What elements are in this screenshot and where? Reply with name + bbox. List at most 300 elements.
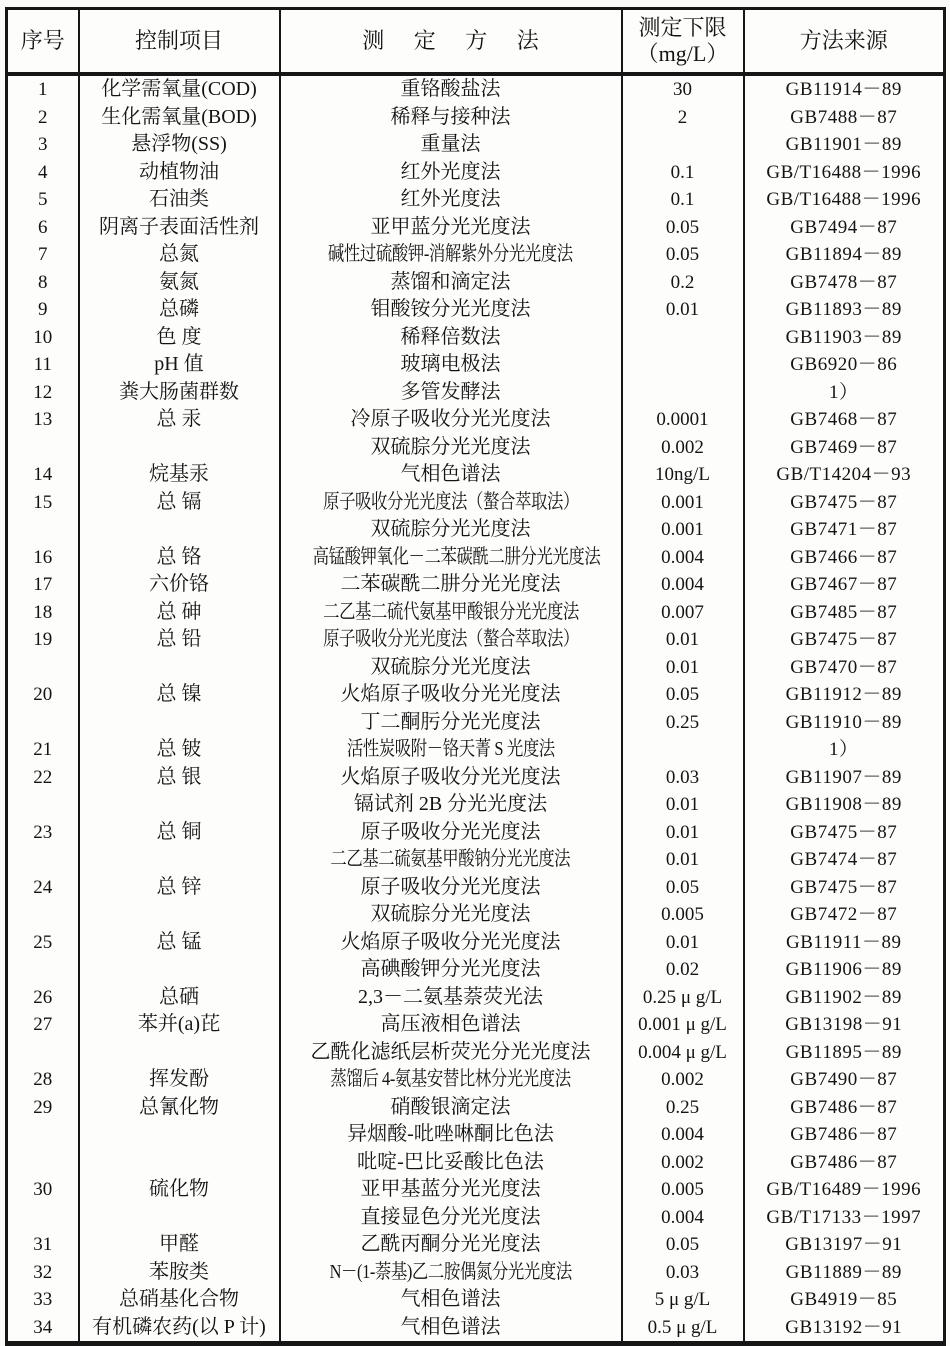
- cell-serial-number: 19: [33, 629, 53, 650]
- cell-measurement-method: [280, 406, 622, 434]
- measurement-method-text: 二苯碳酰二肼分光光度法: [340, 573, 561, 595]
- cell-control-item: [79, 709, 280, 737]
- table-row: [7, 1011, 945, 1039]
- cell-method-source: GB7475－87: [744, 874, 945, 902]
- cell-method-source: GB7494－87: [744, 214, 945, 242]
- measurement-method-text: 玻璃电极法: [400, 353, 501, 375]
- cell-detection-limit: 0.01: [622, 819, 744, 847]
- measurement-method-text: 2,3－二氨基萘荧光法: [358, 985, 543, 1008]
- cell-control-item: 色 度: [79, 324, 280, 352]
- cell-measurement-method: [280, 434, 622, 462]
- cell-control-item: 总 锰: [79, 929, 280, 957]
- measurement-method-text: N－(1-萘基)乙二胺偶氮分光光度法: [329, 1260, 572, 1283]
- cell-method-source: 1）: [744, 736, 945, 764]
- header-limit: [622, 9, 744, 75]
- table-row: [7, 736, 945, 764]
- cell-method-source: GB7486－87: [744, 1121, 945, 1149]
- table-row: [7, 544, 945, 572]
- measurement-method-text: 异烟酸-吡唑啉酮比色法: [347, 1123, 554, 1145]
- cell-measurement-method: [280, 1204, 622, 1232]
- cell-measurement-method: [280, 461, 622, 489]
- cell-serial-number: 22: [33, 766, 53, 788]
- cell-detection-limit: 0.004: [622, 571, 744, 599]
- table-row: [7, 324, 945, 352]
- measurement-method-text: 稀释倍数法: [400, 325, 501, 348]
- table-row: [7, 1094, 945, 1122]
- cell-serial-number: 21: [33, 739, 53, 760]
- table-row: [7, 599, 945, 627]
- table-row: [7, 104, 945, 132]
- measurement-method-text: 双硫腙分光光度法: [370, 518, 531, 540]
- cell-method-source: GB11893－89: [744, 296, 945, 324]
- cell-serial-number: 20: [33, 684, 53, 705]
- table-header: [7, 9, 945, 75]
- cell-measurement-method: [280, 1176, 622, 1204]
- table-row: [7, 1039, 945, 1067]
- cell-control-item: 氨氮: [79, 269, 280, 297]
- table-row: [7, 1259, 945, 1287]
- cell-control-item: 动植物油: [79, 159, 280, 187]
- measurement-method-text: 亚甲蓝分光光度法: [370, 215, 531, 238]
- table-row: [7, 846, 945, 874]
- table-row: [7, 681, 945, 709]
- cell-measurement-method: [280, 929, 622, 957]
- cell-detection-limit: 0.02: [622, 956, 744, 984]
- table-row: [7, 626, 945, 654]
- cell-measurement-method: [280, 186, 622, 214]
- table-row: [7, 791, 945, 819]
- measurement-method-text: 重量法: [420, 133, 481, 155]
- cell-serial-number: 9: [38, 299, 48, 320]
- cell-control-item: [79, 434, 280, 462]
- cell-control-item: [79, 846, 280, 874]
- cell-measurement-method: [280, 516, 622, 544]
- cell-method-source: GB/T17133－1997: [744, 1204, 945, 1232]
- cell-serial-number: 4: [38, 161, 48, 183]
- table-row: [7, 1314, 945, 1344]
- cell-method-source: GB13192－91: [744, 1314, 945, 1344]
- cell-serial-number: 14: [33, 464, 53, 485]
- cell-method-source: GB11889－89: [744, 1259, 945, 1287]
- cell-detection-limit: 0.01: [622, 296, 744, 324]
- measurement-method-text: 蒸馏后 4-氨基安替比林分光光度法: [330, 1068, 571, 1090]
- cell-measurement-method: [280, 736, 622, 764]
- cell-measurement-method: [280, 214, 622, 242]
- cell-method-source: GB7486－87: [744, 1149, 945, 1177]
- cell-detection-limit: 0.001: [622, 516, 744, 544]
- cell-control-item: 总氮: [79, 241, 280, 269]
- cell-measurement-method: [280, 379, 622, 407]
- table-row: [7, 654, 945, 682]
- cell-control-item: 总氰化物: [79, 1094, 280, 1122]
- cell-serial-number: 18: [33, 601, 53, 623]
- measurement-method-text: 火焰原子吸收分光光度法: [340, 683, 561, 705]
- cell-serial-number: 11: [33, 354, 52, 375]
- cell-control-item: [79, 1039, 280, 1067]
- table-row: [7, 434, 945, 462]
- cell-method-source: GB4919－85: [744, 1286, 945, 1314]
- cell-serial-number: 31: [33, 1234, 53, 1255]
- cell-method-source: GB11906－89: [744, 956, 945, 984]
- cell-serial-number: 24: [33, 876, 53, 898]
- table-row: [7, 406, 945, 434]
- table-row: [7, 571, 945, 599]
- measurement-method-text: 稀释与接种法: [390, 105, 511, 128]
- cell-serial-number: [7, 956, 79, 984]
- cell-measurement-method: [280, 984, 622, 1012]
- table-row: [7, 956, 945, 984]
- cell-measurement-method: [280, 571, 622, 599]
- cell-method-source: GB7471－87: [744, 516, 945, 544]
- header-row: [7, 9, 945, 75]
- cell-method-source: GB7478－87: [744, 269, 945, 297]
- cell-control-item: 总 砷: [79, 599, 280, 627]
- cell-method-source: GB/T16488－1996: [744, 186, 945, 214]
- cell-measurement-method: [280, 764, 622, 792]
- cell-method-source: GB11902－89: [744, 984, 945, 1012]
- measurement-method-text: 硝酸银滴定法: [390, 1095, 511, 1118]
- table-row: [7, 489, 945, 517]
- cell-serial-number: [7, 1204, 79, 1232]
- cell-control-item: [79, 654, 280, 682]
- cell-method-source: GB/T16488－1996: [744, 159, 945, 187]
- cell-serial-number: 6: [38, 216, 48, 238]
- cell-serial-number: 33: [33, 1289, 53, 1310]
- cell-measurement-method: [280, 1094, 622, 1122]
- cell-measurement-method: [280, 104, 622, 132]
- cell-method-source: GB7466－87: [744, 544, 945, 572]
- header-no: 序号: [7, 9, 79, 75]
- table-row: [7, 241, 945, 269]
- cell-measurement-method: [280, 351, 622, 379]
- table-row: [7, 1204, 945, 1232]
- table-row: [7, 709, 945, 737]
- cell-detection-limit: 0.004 μ g/L: [622, 1039, 744, 1067]
- cell-serial-number: 30: [33, 1179, 53, 1200]
- table-row: [7, 516, 945, 544]
- table-row: [7, 901, 945, 929]
- header-item: 控制项目: [79, 9, 280, 75]
- cell-method-source: GB11910－89: [744, 709, 945, 737]
- cell-detection-limit: 0.05: [622, 681, 744, 709]
- cell-detection-limit: [622, 131, 744, 159]
- cell-measurement-method: [280, 131, 622, 159]
- measurement-method-text: 气相色谱法: [400, 463, 501, 485]
- table-row: [7, 351, 945, 379]
- cell-control-item: 石油类: [79, 186, 280, 214]
- measurement-method-text: 原子吸收分光光度法: [360, 820, 541, 843]
- cell-method-source: GB7475－87: [744, 819, 945, 847]
- table-row: [7, 159, 945, 187]
- cell-serial-number: [7, 846, 79, 874]
- table-row: [7, 1121, 945, 1149]
- measurement-method-text: 镉试剂 2B 分光光度法: [353, 793, 548, 815]
- cell-method-source: GB11907－89: [744, 764, 945, 792]
- cell-method-source: GB11894－89: [744, 241, 945, 269]
- cell-control-item: 总 铬: [79, 544, 280, 572]
- cell-method-source: GB6920－86: [744, 351, 945, 379]
- measurement-method-text: 二乙基二硫氨基甲酸钠分光光度法: [330, 848, 571, 870]
- cell-detection-limit: 0.0001: [622, 406, 744, 434]
- cell-measurement-method: [280, 654, 622, 682]
- measurement-method-text: 重铬酸盐法: [400, 78, 501, 100]
- table-row: [7, 1149, 945, 1177]
- cell-detection-limit: 0.01: [622, 929, 744, 957]
- cell-control-item: 六价铬: [79, 571, 280, 599]
- table-row: [7, 74, 945, 104]
- cell-measurement-method: [280, 324, 622, 352]
- cell-measurement-method: [280, 1066, 622, 1094]
- header-source: 方法来源: [744, 9, 945, 75]
- cell-measurement-method: [280, 681, 622, 709]
- cell-method-source: GB7490－87: [744, 1066, 945, 1094]
- cell-detection-limit: 0.01: [622, 626, 744, 654]
- cell-detection-limit: 2: [622, 104, 744, 132]
- cell-measurement-method: [280, 1121, 622, 1149]
- cell-measurement-method: [280, 846, 622, 874]
- table-body: [7, 74, 945, 1344]
- cell-control-item: 挥发酚: [79, 1066, 280, 1094]
- cell-measurement-method: [280, 159, 622, 187]
- cell-method-source: GB7475－87: [744, 489, 945, 517]
- cell-detection-limit: 0.01: [622, 846, 744, 874]
- header-method-label: 测 定 方 法: [362, 28, 551, 53]
- cell-detection-limit: 5 μ g/L: [622, 1286, 744, 1314]
- cell-serial-number: [7, 901, 79, 929]
- cell-serial-number: 15: [33, 491, 53, 513]
- cell-method-source: GB7485－87: [744, 599, 945, 627]
- cell-serial-number: 32: [33, 1261, 53, 1283]
- measurement-method-text: 丁二酮肟分光光度法: [360, 710, 541, 733]
- table-row: [7, 929, 945, 957]
- cell-control-item: [79, 791, 280, 819]
- table-row: [7, 186, 945, 214]
- cell-detection-limit: 0.2: [622, 269, 744, 297]
- measurement-method-text: 气相色谱法: [400, 1315, 501, 1338]
- measurement-method-text: 多管发酵法: [400, 380, 501, 403]
- cell-measurement-method: [280, 709, 622, 737]
- cell-control-item: 甲醛: [79, 1231, 280, 1259]
- cell-detection-limit: 0.004: [622, 1121, 744, 1149]
- measurement-method-text: 火焰原子吸收分光光度法: [340, 765, 561, 788]
- cell-control-item: [79, 1204, 280, 1232]
- measurement-method-text: 双硫腙分光光度法: [370, 903, 531, 925]
- cell-method-source: GB/T14204－93: [744, 461, 945, 489]
- cell-serial-number: 7: [38, 244, 48, 265]
- cell-measurement-method: [280, 269, 622, 297]
- cell-serial-number: 34: [33, 1316, 53, 1338]
- table-row: [7, 1176, 945, 1204]
- cell-serial-number: 23: [33, 821, 53, 843]
- cell-detection-limit: 0.25 μ g/L: [622, 984, 744, 1012]
- cell-serial-number: 25: [33, 931, 53, 953]
- cell-method-source: GB11914－89: [744, 74, 945, 104]
- cell-serial-number: 26: [33, 986, 53, 1008]
- table-row: [7, 819, 945, 847]
- cell-measurement-method: [280, 1231, 622, 1259]
- cell-detection-limit: 0.007: [622, 599, 744, 627]
- table-row: [7, 764, 945, 792]
- cell-control-item: 总 镉: [79, 489, 280, 517]
- cell-control-item: 化学需氧量(COD): [79, 74, 280, 104]
- cell-method-source: 1）: [744, 379, 945, 407]
- cell-serial-number: 17: [33, 574, 53, 595]
- measurement-method-text: 高锰酸钾氧化－二苯碳酰二肼分光光度法: [312, 545, 600, 568]
- cell-serial-number: 2: [38, 106, 48, 128]
- measurement-method-text: 二乙基二硫代氨基甲酸银分光光度法: [322, 600, 579, 623]
- header-limit-line1: 测定下限: [638, 15, 727, 40]
- cell-control-item: 总 汞: [79, 406, 280, 434]
- table-row: [7, 1286, 945, 1314]
- cell-method-source: GB11903－89: [744, 324, 945, 352]
- cell-control-item: [79, 516, 280, 544]
- measurement-method-text: 冷原子吸收分光光度法: [350, 408, 551, 430]
- measurement-method-text: 高碘酸钾分光光度法: [360, 958, 541, 980]
- cell-serial-number: 16: [33, 546, 53, 568]
- cell-method-source: GB7467－87: [744, 571, 945, 599]
- cell-detection-limit: 0.05: [622, 214, 744, 242]
- cell-serial-number: 3: [38, 134, 48, 155]
- measurement-method-text: 碱性过硫酸钾-消解紫外分光光度法: [328, 243, 573, 265]
- measurement-method-text: 气相色谱法: [400, 1288, 501, 1310]
- cell-detection-limit: 0.25: [622, 1094, 744, 1122]
- cell-measurement-method: [280, 1039, 622, 1067]
- cell-control-item: 硫化物: [79, 1176, 280, 1204]
- measurement-method-text: 红外光度法: [400, 160, 501, 183]
- cell-control-item: 总 铜: [79, 819, 280, 847]
- measurement-method-text: 吡啶-巴比妥酸比色法: [357, 1150, 544, 1173]
- cell-measurement-method: [280, 489, 622, 517]
- cell-control-item: 总 铍: [79, 736, 280, 764]
- cell-measurement-method: [280, 1314, 622, 1344]
- table-row: [7, 874, 945, 902]
- cell-serial-number: 10: [33, 326, 53, 348]
- cell-control-item: 苯并(a)芘: [79, 1011, 280, 1039]
- cell-method-source: GB13198－91: [744, 1011, 945, 1039]
- cell-control-item: 总 铅: [79, 626, 280, 654]
- measurement-method-text: 亚甲基蓝分光光度法: [360, 1178, 541, 1200]
- cell-detection-limit: 0.004: [622, 544, 744, 572]
- cell-measurement-method: [280, 74, 622, 104]
- cell-detection-limit: [622, 736, 744, 764]
- measurement-method-text: 原子吸收分光光度法: [360, 875, 541, 898]
- cell-detection-limit: 0.01: [622, 791, 744, 819]
- measurement-method-text: 钼酸铵分光光度法: [370, 298, 531, 320]
- cell-detection-limit: 10ng/L: [622, 461, 744, 489]
- cell-method-source: GB13197－91: [744, 1231, 945, 1259]
- cell-detection-limit: 0.01: [622, 654, 744, 682]
- header-method: [280, 9, 622, 75]
- cell-method-source: GB7475－87: [744, 626, 945, 654]
- cell-control-item: 总硒: [79, 984, 280, 1012]
- measurement-method-text: 乙酰化滤纸层析荧光分光光度法: [310, 1040, 591, 1063]
- cell-serial-number: [7, 1039, 79, 1067]
- cell-control-item: 总 锌: [79, 874, 280, 902]
- cell-control-item: 生化需氧量(BOD): [79, 104, 280, 132]
- cell-detection-limit: 30: [622, 74, 744, 104]
- table-row: [7, 1231, 945, 1259]
- table-row: [7, 214, 945, 242]
- cell-serial-number: [7, 516, 79, 544]
- cell-detection-limit: 0.05: [622, 241, 744, 269]
- measurement-method-text: 高压液相色谱法: [380, 1013, 521, 1035]
- cell-detection-limit: 0.1: [622, 159, 744, 187]
- cell-serial-number: 12: [33, 381, 53, 403]
- measurement-method-text: 双硫腙分光光度法: [370, 435, 531, 458]
- cell-measurement-method: [280, 874, 622, 902]
- cell-control-item: 悬浮物(SS): [79, 131, 280, 159]
- cell-control-item: [79, 1121, 280, 1149]
- cell-measurement-method: [280, 544, 622, 572]
- cell-serial-number: 1: [38, 79, 48, 100]
- measurement-method-text: 直接显色分光光度法: [360, 1205, 541, 1228]
- cell-control-item: 总磷: [79, 296, 280, 324]
- cell-control-item: 烷基汞: [79, 461, 280, 489]
- cell-method-source: GB7474－87: [744, 846, 945, 874]
- cell-control-item: 总 银: [79, 764, 280, 792]
- cell-detection-limit: 0.25: [622, 709, 744, 737]
- table-row: [7, 296, 945, 324]
- cell-serial-number: [7, 791, 79, 819]
- cell-serial-number: [7, 434, 79, 462]
- cell-method-source: GB11912－89: [744, 681, 945, 709]
- cell-detection-limit: 0.004: [622, 1204, 744, 1232]
- table-row: [7, 379, 945, 407]
- cell-detection-limit: 0.05: [622, 874, 744, 902]
- cell-method-source: GB11901－89: [744, 131, 945, 159]
- cell-measurement-method: [280, 791, 622, 819]
- cell-serial-number: 13: [33, 409, 53, 430]
- cell-detection-limit: 0.5 μ g/L: [622, 1314, 744, 1344]
- cell-measurement-method: [280, 956, 622, 984]
- cell-control-item: pH 值: [79, 351, 280, 379]
- cell-method-source: GB11911－89: [744, 929, 945, 957]
- cell-control-item: 苯胺类: [79, 1259, 280, 1287]
- table-row: [7, 984, 945, 1012]
- cell-method-source: GB7486－87: [744, 1094, 945, 1122]
- cell-measurement-method: [280, 1011, 622, 1039]
- measurement-method-text: 火焰原子吸收分光光度法: [340, 930, 561, 953]
- measurement-method-text: 蒸馏和滴定法: [390, 270, 511, 293]
- table-row: [7, 269, 945, 297]
- cell-measurement-method: [280, 241, 622, 269]
- cell-method-source: GB11895－89: [744, 1039, 945, 1067]
- cell-detection-limit: 0.002: [622, 434, 744, 462]
- cell-measurement-method: [280, 626, 622, 654]
- measurement-method-text: 原子吸收分光光度法（螯合萃取法）: [322, 490, 579, 513]
- cell-control-item: 有机磷农药(以 P 计): [79, 1314, 280, 1344]
- cell-detection-limit: 0.005: [622, 901, 744, 929]
- cell-serial-number: 5: [38, 189, 48, 210]
- cell-control-item: 粪大肠菌群数: [79, 379, 280, 407]
- measurement-method-text: 活性炭吸附－铬天菁 S 光度法: [346, 738, 555, 760]
- cell-serial-number: 29: [33, 1096, 53, 1118]
- cell-measurement-method: [280, 1259, 622, 1287]
- cell-control-item: 阴离子表面活性剂: [79, 214, 280, 242]
- cell-measurement-method: [280, 1286, 622, 1314]
- cell-method-source: GB7488－87: [744, 104, 945, 132]
- cell-control-item: [79, 1149, 280, 1177]
- cell-serial-number: [7, 1149, 79, 1177]
- header-limit-line2: （mg/L）: [636, 41, 729, 66]
- cell-detection-limit: [622, 351, 744, 379]
- cell-detection-limit: 0.05: [622, 1231, 744, 1259]
- cell-control-item: [79, 901, 280, 929]
- table-row: [7, 1066, 945, 1094]
- cell-measurement-method: [280, 819, 622, 847]
- cell-method-source: GB/T16489－1996: [744, 1176, 945, 1204]
- cell-detection-limit: 0.03: [622, 1259, 744, 1287]
